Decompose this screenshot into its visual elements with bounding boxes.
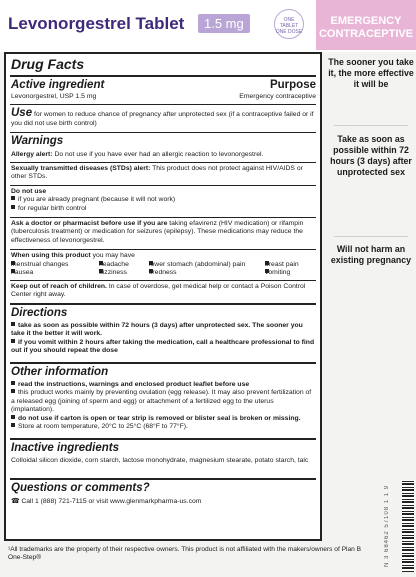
active-ingredient-detail: [11, 93, 316, 101]
bullet-icon: [11, 205, 15, 209]
inactive-text: Colloidal silicon dioxide, corn starch, lactose monohydrate, magnesium stearate, potato starch, talc: [11, 457, 309, 464]
emergency-line1: EMERGENCY: [330, 15, 402, 27]
divider: [10, 104, 316, 105]
use-heading: Use: [11, 107, 33, 119]
bullet-icon: [11, 339, 15, 343]
side-message-3: Will not harm an existing pregnancy: [330, 244, 412, 265]
drug-facts-panel: [4, 52, 322, 541]
warnings-heading: Warnings: [11, 135, 64, 147]
one-tablet-badge: ONE TABLET ONE DOSE: [274, 9, 304, 39]
purpose-value: Emergency contraceptive: [239, 93, 316, 100]
questions-contact: [11, 498, 316, 506]
do-not-use: [11, 188, 316, 213]
std-text: This product does not protect against HIV/AIDS or other STDs.: [11, 165, 303, 181]
divider: [10, 362, 316, 364]
list-item: for regular birth control: [11, 205, 316, 213]
list-item: this product works mainly by preventing ovulation (egg release). It may also prevent fertilization of a released egg (joining of sperm and egg) or attachment of a fertilized egg to the uterus (implantation).: [11, 389, 312, 414]
emergency-banner: [316, 0, 416, 50]
when-text: you may have: [92, 252, 135, 259]
brand-name: Levonorgestrel Tablet: [8, 14, 185, 33]
divider: [10, 217, 316, 218]
bullet-icon: [11, 389, 15, 393]
questions-heading: Questions or comments?: [11, 482, 150, 494]
directions-heading: Directions: [11, 307, 68, 319]
dose-tag: 1.5 mg: [198, 14, 250, 33]
divider: [10, 75, 316, 77]
side-divider: [334, 125, 408, 126]
keep-out-of-reach: [11, 283, 316, 300]
bullet-icon: [11, 415, 15, 419]
list-item: take as soon as possible within 72 hours (3 days) after unprotected sex. The sooner you take it the better it will work.: [11, 322, 303, 338]
bullet-icon: [11, 381, 15, 385]
std-lead: Sexually transmitted diseases (STDs) alert:: [11, 165, 151, 172]
questions-text: Call 1 (888) 721-7115 or visit www.glenmarkpharma-us.com: [21, 498, 202, 505]
side-panel: [326, 52, 416, 541]
divider: [10, 438, 316, 440]
divider: [10, 280, 316, 281]
emergency-line2: CONTRACEPTIVE: [318, 28, 414, 40]
list-item: read the instructions, warnings and enclosed product leaflet before use: [11, 381, 316, 389]
ask-doctor: [11, 220, 316, 245]
purpose-heading: Purpose: [269, 79, 316, 91]
list-item: if you vomit within 2 hours after taking the medication, call a healthcare professional to find out if you should repeat the dose: [11, 338, 315, 355]
when-using: [11, 252, 316, 260]
bullet-icon: [11, 322, 15, 326]
divider: [10, 132, 316, 133]
divider: [10, 478, 316, 480]
other-info-heading: Other information: [11, 366, 109, 378]
drug-facts-title: Drug Facts: [11, 56, 85, 72]
divider: [10, 185, 316, 186]
allergy-alert: [11, 151, 316, 159]
side-message-2: Take as soon as possible within 72 hours (3 days) after unprotected sex: [330, 134, 412, 177]
side-effects-list: menstrual changes headache lower stomach (abdominal) pain breast pain nausea dizziness tiredness vomiting: [11, 261, 299, 277]
bullet-icon: [11, 196, 15, 200]
ask-lead: Ask a doctor or pharmacist before use if you are: [11, 220, 168, 227]
phone-icon: ☎: [11, 498, 20, 505]
divider: [10, 249, 316, 250]
active-ingredient-value: Levonorgestrel, USP 1.5 mg: [11, 93, 97, 100]
keep-text: In case of overdose, get medical help or contact a Poison Control Center right away.: [11, 283, 306, 299]
barcode-number: N 3 68462 57108 1 1 9: [384, 484, 390, 568]
allergy-lead: Allergy alert:: [11, 151, 53, 158]
trademark-footnote: ¹All trademarks are the property of their respective owners. This product is not affiliated with the makers/owners of Plan B One-Step®: [8, 546, 362, 562]
header: [0, 0, 416, 52]
side-message-1: The sooner you take it, the more effective it will be: [328, 57, 414, 89]
ask-text: taking efavirenz (HIV medication) or rifampin (tuberculosis treatment) or medication for seizures (epilepsy). These medications may reduce the effectiveness of levonorgestrel.: [11, 220, 304, 244]
divider: [10, 162, 316, 163]
active-ingredient-row: [11, 79, 316, 92]
std-alert: [11, 165, 316, 182]
keep-lead: Keep out of reach of children.: [11, 283, 107, 290]
bullet-icon: [11, 423, 15, 427]
inactive-heading: Inactive ingredients: [11, 442, 120, 454]
other-info-list: [11, 381, 316, 431]
divider: [10, 303, 316, 305]
do-not-use-lead: Do not use: [11, 188, 47, 195]
list-item: Store at room temperature, 20°C to 25°C (68°F to 77°F).: [11, 423, 316, 431]
allergy-text: Do not use if you have ever had an allergic reaction to levonorgestrel.: [54, 151, 264, 158]
when-lead: When using this product: [11, 252, 91, 259]
barcode-icon: [402, 480, 414, 572]
use-text: for women to reduce chance of pregnancy after unprotected sex (if a contraceptive failed or if you did not use birth control): [11, 111, 314, 127]
active-heading: Active ingredient: [11, 79, 105, 91]
side-divider: [334, 236, 408, 237]
list-item: do not use if carton is open or tear strip is removed or blister seal is broken or missing.: [11, 415, 316, 423]
use-section: [11, 107, 316, 128]
list-item: if you are already pregnant (because it will not work): [11, 196, 316, 204]
directions-list: [11, 322, 316, 356]
